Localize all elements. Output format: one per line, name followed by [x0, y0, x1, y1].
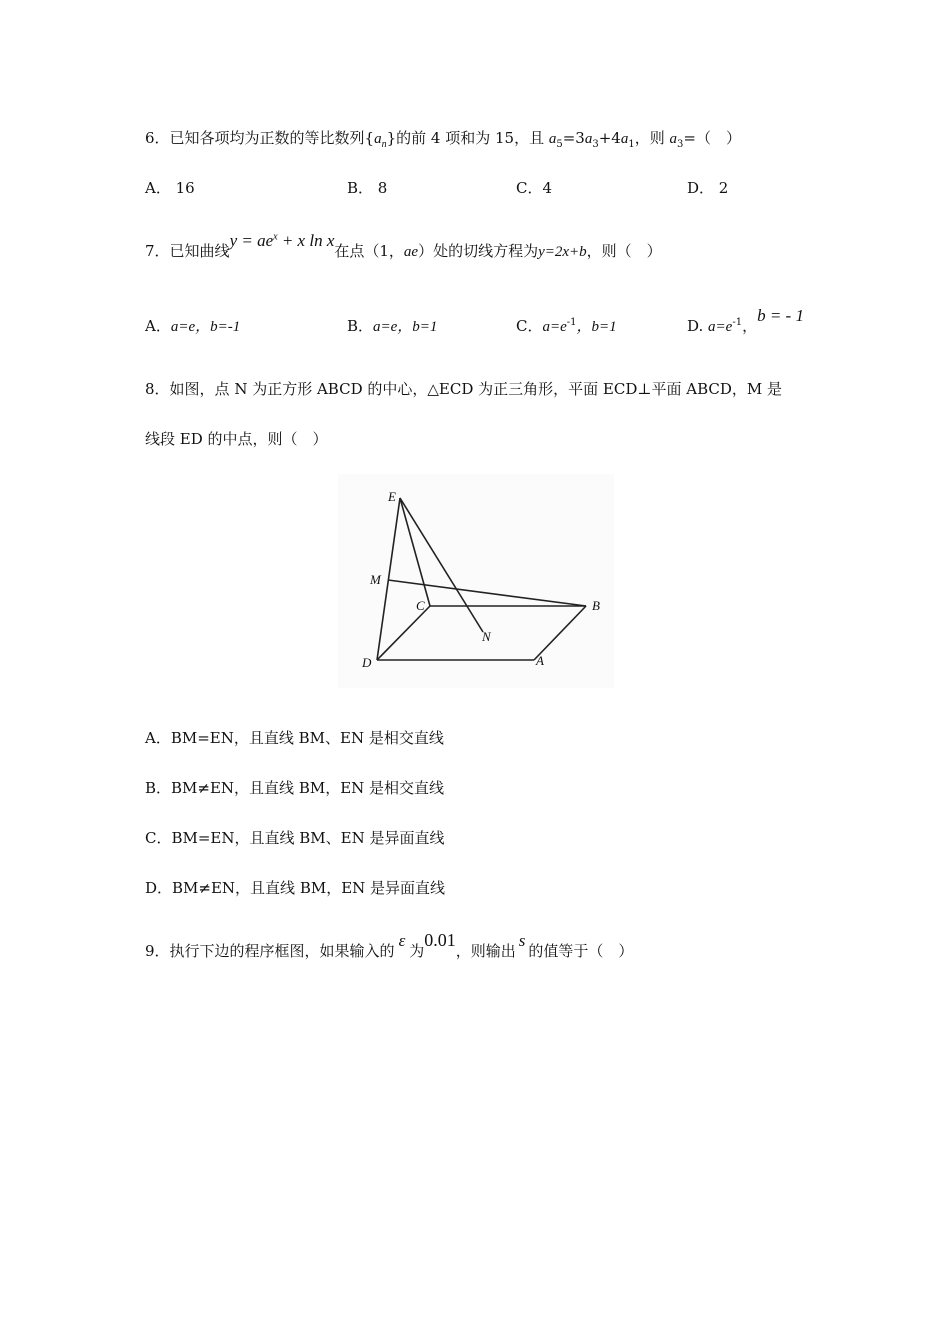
q6-option-a[interactable]: A． 16 — [145, 179, 195, 197]
label-M: M — [370, 572, 381, 587]
q7-option-b[interactable]: B．a=e，b=1 — [347, 317, 438, 335]
q9-value: 0.01 — [424, 930, 456, 950]
q6-stem: 6．已知各项均为正数的等比数列$\{a_n\}$的前 4 项和为 15，且 $a_5=3a_3+4a_1$，则 $a_3=$（ ） — [145, 129, 741, 150]
label-E: E — [388, 489, 396, 504]
q6-option-d[interactable]: D． 2 — [687, 179, 729, 197]
q7-option-d[interactable]: D. $a=e^{-1}$，b = - 1 — [687, 306, 804, 335]
q8-figure — [338, 474, 614, 688]
q8-option-d[interactable]: D．BM≠EN，且直线 BM，EN 是异面直线 — [145, 879, 446, 897]
label-B: B — [592, 598, 600, 613]
label-N: N — [482, 629, 491, 644]
q8-option-c[interactable]: C．BM=EN，且直线 BM、EN 是异面直线 — [145, 829, 445, 847]
q9-stem: 9．执行下边的程序框图，如果输入的ε为0.01，则输出s的值等于（ ） — [145, 930, 634, 960]
q9-epsilon: ε — [398, 931, 406, 950]
label-C: C — [416, 598, 425, 613]
q8-stem-line2: 线段 ED 的中点，则（ ） — [145, 430, 328, 448]
q9-s: s — [518, 931, 526, 950]
q6-option-b[interactable]: B． 8 — [347, 179, 388, 197]
q7-formula: $y = ae^x + x$ ln x — [229, 231, 335, 250]
q8-option-a[interactable]: A．BM=EN，且直线 BM、EN 是相交直线 — [145, 729, 444, 747]
geometry-figure — [338, 474, 614, 688]
label-A: A — [536, 653, 544, 668]
q7-stem: 7．已知曲线$y = ae^x + x$ ln x在点（1，ae）处的切线方程为y=2x+b，则（ ） — [145, 231, 662, 260]
q7-option-a[interactable]: A．a=e，b=-1 — [145, 317, 241, 335]
q8-stem-line1: 8．如图，点 N 为正方形 ABCD 的中心，△ECD 为正三角形，平面 ECD⊥平面 ABCD，M 是 — [145, 380, 783, 398]
q7-option-c[interactable]: C．$a=e^{-1}$，b=1 — [516, 317, 617, 335]
q6-option-c[interactable]: C．4 — [516, 179, 553, 197]
q8-option-b[interactable]: B．BM≠EN，且直线 BM，EN 是相交直线 — [145, 779, 445, 797]
label-D: D — [362, 655, 372, 670]
q7-option-d-formula: b = - 1 — [757, 306, 804, 325]
